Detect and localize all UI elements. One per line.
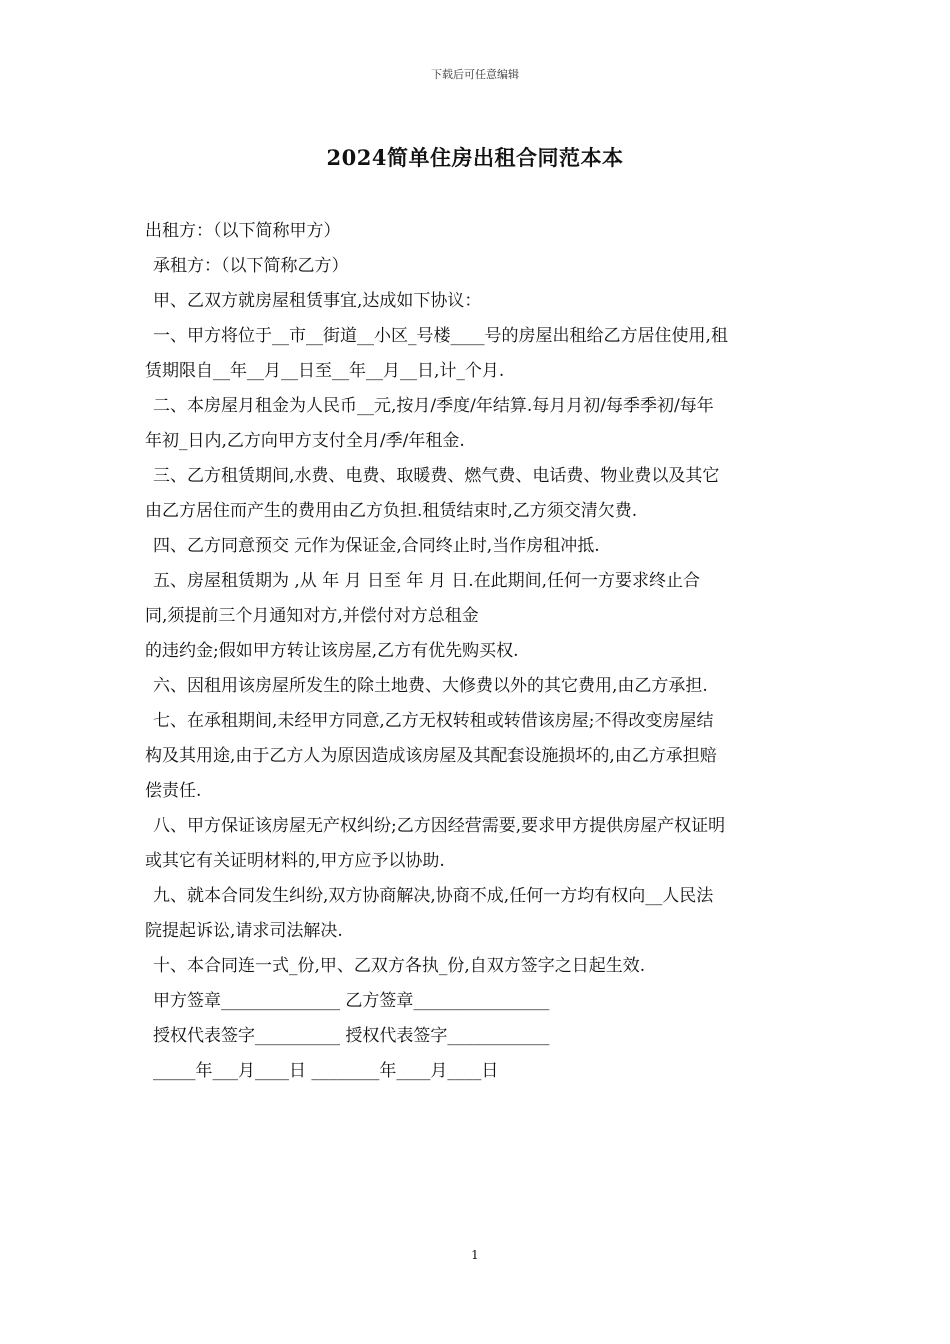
- clause-7: 七、在承租期间,未经甲方同意,乙方无权转租或转借该房屋;不得改变房屋结: [153, 711, 714, 731]
- clause-4: 四、乙方同意预交 元作为保证金,合同终止时,当作房租冲抵.: [153, 536, 600, 556]
- contract-body: [145, 214, 807, 1089]
- clause-5-cont: 同,须提前三个月通知对方,并偿付对方总租金: [145, 606, 479, 626]
- page-number: 1: [471, 1248, 479, 1262]
- clause-5: 五、房屋租赁期为 ,从 年 月 日至 年 月 日.在此期间,任何一方要求终止合: [153, 571, 701, 591]
- header-note: 下载后可任意编辑: [431, 68, 519, 81]
- clause-3-cont: 由乙方居住而产生的费用由乙方负担.租赁结束时,乙方须交清欠费.: [145, 501, 638, 521]
- date-line: _____年___月____日 ________年____月____日: [153, 1061, 499, 1081]
- agreement-intro: 甲、乙双方就房屋租赁事宜,达成如下协议：: [153, 291, 482, 311]
- clause-7-cont2: 偿责任.: [145, 781, 202, 801]
- clause-8-cont: 或其它有关证明材料的,甲方应予以协助.: [145, 851, 445, 871]
- clause-5-cont2: 的违约金;假如甲方转让该房屋,乙方有优先购买权.: [145, 641, 519, 661]
- clause-3: 三、乙方租赁期间,水费、电费、取暖费、燃气费、电话费、物业费以及其它: [153, 466, 720, 486]
- lessee-line: 承租方：（以下简称乙方）: [153, 256, 349, 276]
- clause-8: 八、甲方保证该房屋无产权纠纷;乙方因经营需要,要求甲方提供房屋产权证明: [153, 816, 726, 836]
- clause-7-cont: 构及其用途,由于乙方人为原因造成该房屋及其配套设施损坏的,由乙方承担赔: [145, 746, 717, 766]
- clause-10: 十、本合同连一式_份,甲、乙双方各执_份,自双方签字之日起生效.: [153, 956, 646, 976]
- clause-1: 一、甲方将位于__市__街道__小区_号楼____号的房屋出租给乙方居住使用,租: [153, 326, 728, 346]
- page-title: 2024简单住房出租合同范本本: [326, 145, 624, 170]
- signature-line: 甲方签章______________ 乙方签章________________: [153, 991, 550, 1011]
- authorized-signature-line: 授权代表签字__________ 授权代表签字____________: [153, 1026, 550, 1046]
- clause-6: 六、因租用该房屋所发生的除土地费、大修费以外的其它费用,由乙方承担.: [153, 676, 708, 696]
- clause-2: 二、本房屋月租金为人民币__元,按月/季度/年结算.每月月初/每季季初/每年: [153, 396, 714, 416]
- clause-9: 九、就本合同发生纠纷,双方协商解决,协商不成,任何一方均有权向__人民法: [153, 886, 714, 906]
- clause-1-cont: 赁期限自__年__月__日至__年__月__日,计_个月.: [145, 361, 505, 381]
- clause-2-cont: 年初_日内,乙方向甲方支付全月/季/年租金.: [145, 431, 465, 451]
- clause-9-cont: 院提起诉讼,请求司法解决.: [145, 921, 343, 941]
- lessor-line: 出租方：（以下简称甲方）: [145, 221, 341, 241]
